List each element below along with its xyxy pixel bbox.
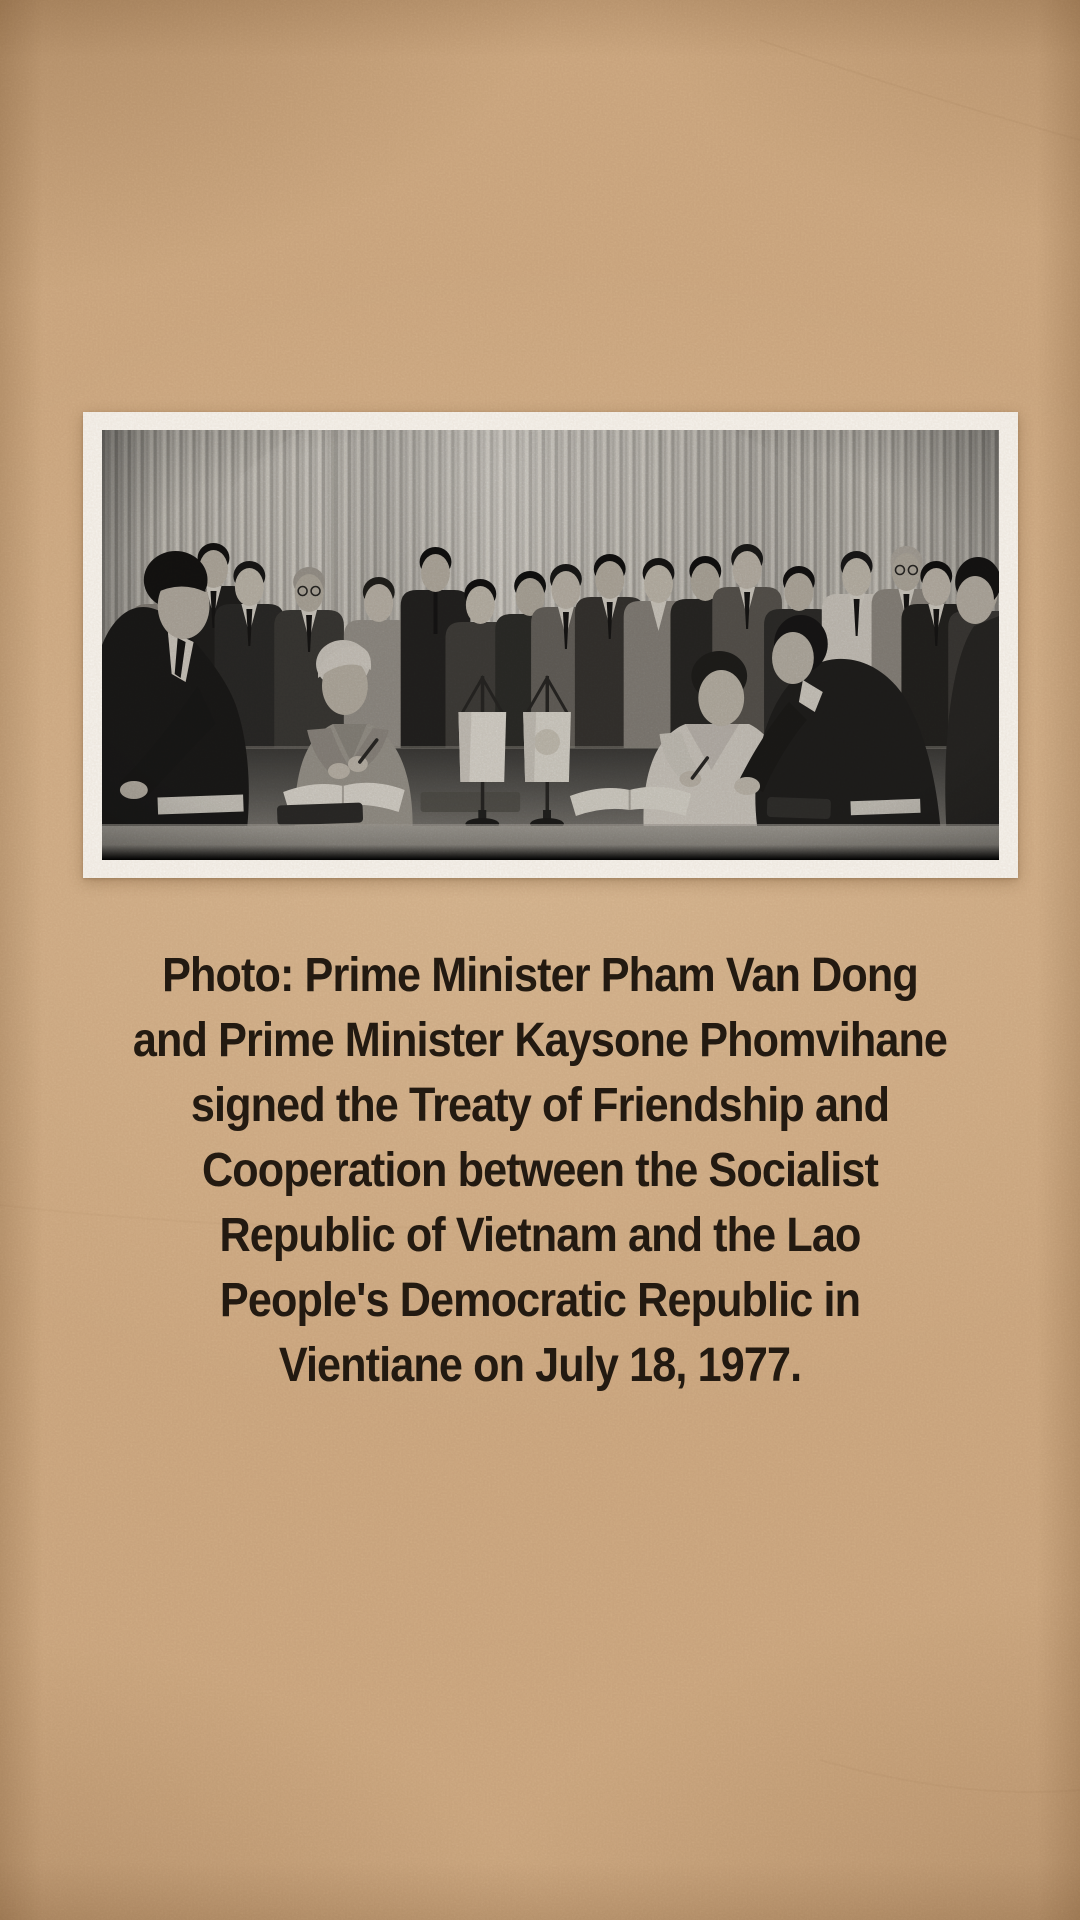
caption-line-6: People's Democratic Republic in	[219, 1274, 861, 1327]
caption-line-5: Republic of Vietnam and the Lao	[219, 1209, 861, 1262]
photo-caption	[54, 943, 1026, 1398]
photo-grain	[102, 430, 999, 860]
caption-line-1: Photo: Prime Minister Pham Van Dong	[162, 949, 918, 1002]
photo-frame	[83, 412, 1018, 878]
caption-line-4: Cooperation between the Socialist	[201, 1144, 879, 1197]
caption-line-2: and Prime Minister Kaysone Phomvihane	[132, 1014, 948, 1067]
treaty-signing-photo	[102, 430, 999, 860]
caption-line-3: signed the Treaty of Friendship and	[190, 1079, 890, 1132]
caption-line-7: Vientiane on July 18, 1977.	[278, 1339, 802, 1392]
